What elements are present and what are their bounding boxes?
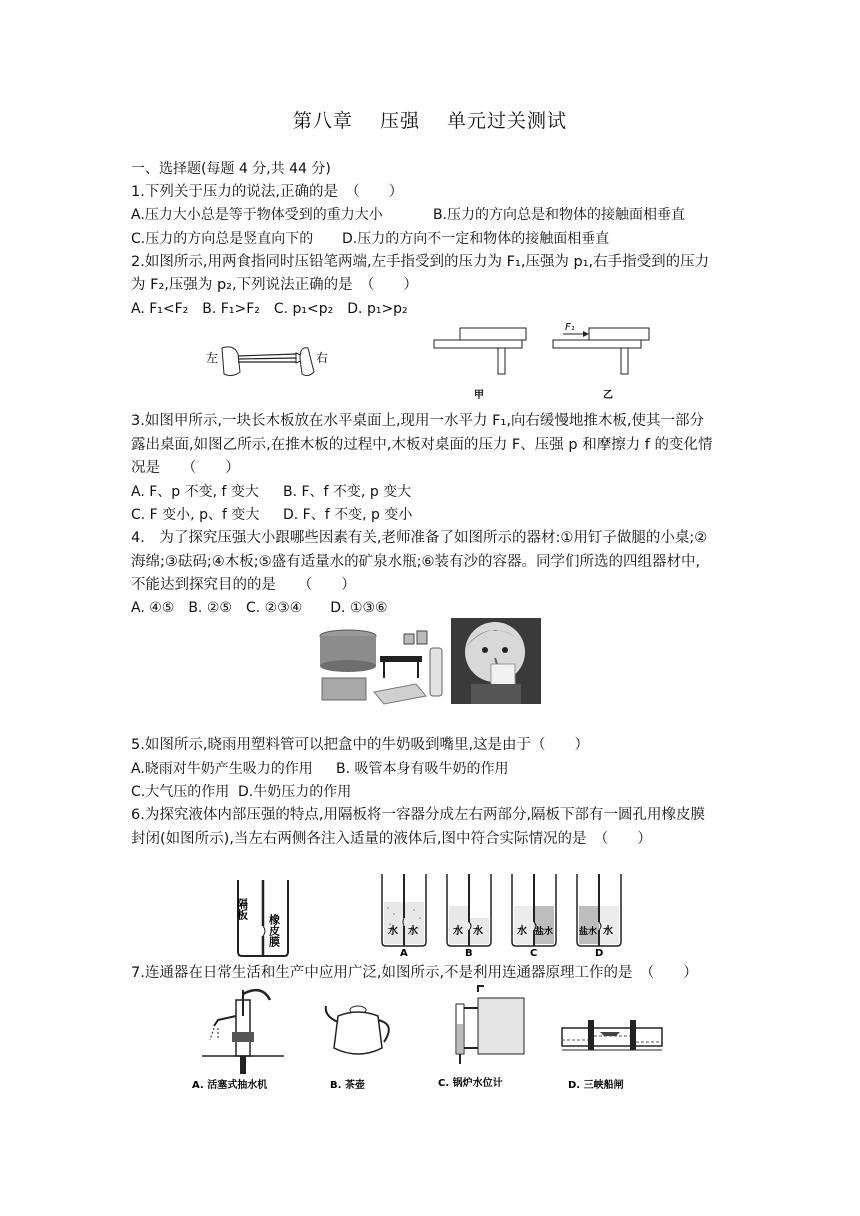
beaker-c-label: C — [530, 948, 538, 958]
q5-option-a: A.晓雨对牛奶产生吸力的作用 — [131, 761, 313, 777]
q7-caption-c: C. 锅炉水位计 — [438, 1078, 503, 1089]
partition-label: 隔板 — [235, 898, 249, 920]
section-heading: 一、选择题(每题 4 分,共 44 分) — [131, 161, 331, 177]
q7-stem: 7.连通器在日常生活和生产中应用广泛,如图所示,不是利用连通器原理工作的是 （ ） — [131, 965, 698, 981]
q1-option-b: B.压力的方向总是和物体的接触面相垂直 — [433, 207, 686, 223]
beaker-b-right: 水 — [473, 926, 483, 937]
beaker-c-right: 盐水 — [535, 927, 554, 937]
partition-container-figure — [234, 878, 292, 958]
beaker-a-label: A — [400, 948, 408, 958]
q7-caption-a: A. 活塞式抽水机 — [192, 1080, 268, 1091]
fig-f1-label: F₁ — [565, 322, 575, 333]
apparatus-photo — [318, 626, 446, 706]
beaker-a-left: 水 — [388, 926, 398, 937]
membrane-label: 橡皮膜 — [267, 914, 281, 947]
chapter-label: 第八章 — [292, 110, 353, 132]
beaker-b — [443, 872, 495, 958]
beaker-d-label: D — [595, 948, 604, 958]
milk-straw-photo — [451, 618, 541, 704]
q5-option-d: D.牛奶压力的作用 — [238, 784, 352, 800]
q3-option-a: A. F、p 不变, f 变大 — [131, 484, 259, 500]
q3-stem-line3: 况是 （ ） — [131, 460, 240, 476]
q4-stem-line3: 不能达到探究目的的是 （ ） — [131, 577, 356, 593]
board-figure-jia — [432, 326, 528, 402]
beaker-c-left: 水 — [517, 926, 527, 937]
q7-caption-b: B. 茶壶 — [330, 1080, 365, 1091]
q3-stem-line2: 露出桌面,如图乙所示,在推木板的过程中,木板对桌面的压力 F、压强 p 和摩擦力 f 的变化情 — [131, 437, 713, 453]
q1-stem: 1.下列关于压力的说法,正确的是 （ ） — [131, 184, 404, 200]
beaker-d — [573, 872, 625, 958]
ship-lock-figure — [560, 1010, 664, 1094]
q4-stem-line1: 4. 为了探究压强大小跟哪些因素有关,老师准备了如图所示的器材:①用钉子做腿的小桌;② — [131, 530, 708, 546]
board-figure-yi — [551, 318, 651, 402]
q1-option-a: A.压力大小总是等于物体受到的重力大小 — [131, 207, 383, 223]
q6-stem-line1: 6.为探究液体内部压强的特点,用隔板将一容器分成左右两部分,隔板下部有一圆孔用橡皮膜 — [131, 807, 706, 823]
q1-option-c: C.压力的方向总是竖直向下的 — [131, 231, 314, 247]
q4-stem-line2: 海绵;③砝码;④木板;⑤盛有适量水的矿泉水瓶;⑥装有沙的容器。同学们所选的四组器材中, — [131, 554, 701, 570]
piston-pump-figure — [192, 986, 292, 1094]
q5-stem: 5.如图所示,晓雨用塑料管可以把盒中的牛奶吸到嘴里,这是由于（ ） — [131, 737, 590, 753]
beaker-c — [508, 872, 560, 958]
q2-options: A. F₁<F₂ B. F₁>F₂ C. p₁<p₂ D. p₁>p₂ — [131, 301, 408, 317]
subtitle-label: 单元过关测试 — [447, 110, 568, 132]
q5-option-c: C.大气压的作用 — [131, 784, 230, 800]
q3-option-d: D. F、f 不变, p 变小 — [283, 507, 413, 523]
beaker-b-left: 水 — [453, 926, 463, 937]
boiler-gauge-figure — [438, 984, 528, 1094]
topic-label: 压强 — [379, 110, 420, 132]
q2-stem-line2: 为 F₂,压强为 p₂,下列说法正确的是 （ ） — [131, 277, 418, 293]
beaker-a-right: 水 — [408, 926, 418, 937]
fig-yi-label: 乙 — [603, 390, 613, 401]
page-title — [0, 106, 860, 133]
fig-left-label: 左 — [206, 351, 219, 365]
q5-option-b: B. 吸管本身有吸牛奶的作用 — [336, 761, 509, 777]
q7-caption-d: D. 三峡船闸 — [568, 1080, 624, 1091]
pencil-figure — [204, 338, 334, 380]
q2-stem-line1: 2.如图所示,用两食指同时压铅笔两端,左手指受到的压力为 F₁,压强为 p₁,右手指受到的压力 — [131, 254, 710, 270]
fig-jia-label: 甲 — [474, 390, 484, 401]
beaker-d-right: 水 — [603, 926, 613, 937]
q3-stem-line1: 3.如图甲所示,一块长木板放在水平桌面上,现用一水平力 F₁,向右缓慢地推木板,使其一部分 — [131, 413, 705, 429]
beaker-a — [378, 872, 430, 958]
q6-stem-line2: 封闭(如图所示),当左右两侧各注入适量的液体后,图中符合实际情况的是 （ ） — [131, 831, 652, 847]
fig-right-label: 右 — [316, 351, 329, 365]
beaker-d-left: 盐水 — [579, 927, 598, 937]
beaker-b-label: B — [465, 948, 473, 958]
q1-option-d: D.压力的方向不一定和物体的接触面相垂直 — [342, 231, 610, 247]
q4-options: A. ④⑤ B. ②⑤ C. ②③④ D. ①③⑥ — [131, 600, 388, 616]
q3-option-b: B. F、f 不变, p 变大 — [283, 484, 412, 500]
q3-option-c: C. F 变小, p、f 变大 — [131, 507, 260, 523]
teapot-figure — [320, 996, 404, 1094]
